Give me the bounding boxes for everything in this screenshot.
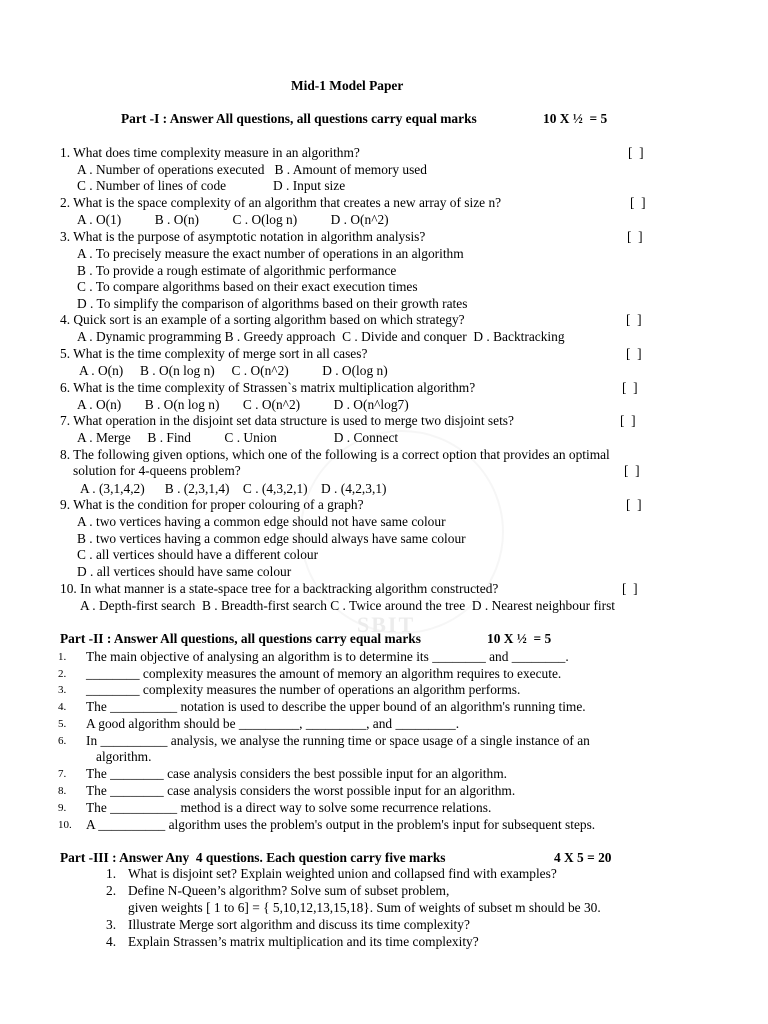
q7-options: A . Merge B . Find C . Union D . Connect [77, 430, 399, 445]
long-answer-question: Define N-Queen’s algorithm? Solve sum of subset problem, [128, 883, 450, 898]
answer-bracket: [ ] [620, 413, 636, 428]
long-answer-question-cont: given weights [ 1 to 6] = { 5,10,12,13,15,18}. Sum of weights of subset m should be 30. [128, 900, 601, 915]
item-number: 10. [58, 819, 72, 831]
part2-marks: 10 X ½ = 5 [487, 631, 552, 646]
q1-options: C . Number of lines of code D . Input size [77, 178, 346, 193]
question-9: 9. What is the condition for proper colouring of a graph? [60, 497, 364, 512]
answer-bracket: [ ] [627, 229, 643, 244]
fill-blank-item: The __________ method is a direct way to solve some recurrence relations. [86, 800, 492, 815]
answer-bracket: [ ] [626, 312, 642, 327]
q8-options: A . (3,1,4,2) B . (2,3,1,4) C . (4,3,2,1) D . (4,2,3,1) [80, 481, 387, 496]
watermark-text: SBIT [357, 612, 416, 637]
question-8-cont: solution for 4-queens problem? [73, 463, 241, 478]
q9-option-a: A . two vertices having a common edge should not have same colour [77, 514, 446, 529]
item-number: 3. [58, 684, 67, 696]
q1-options: A . Number of operations executed B . Amount of memory used [77, 162, 427, 177]
fill-blank-item: The __________ notation is used to describe the upper bound of an algorithm's running time. [86, 699, 586, 714]
answer-bracket: [ ] [624, 463, 640, 478]
fill-blank-item: The ________ case analysis considers the best possible input for an algorithm. [86, 766, 507, 781]
answer-bracket: [ ] [630, 195, 646, 210]
q6-options: A . O(n) B . O(n log n) C . O(n^2) D . O(n^log7) [77, 397, 409, 412]
item-number: 3. [106, 917, 117, 932]
item-number: 9. [58, 802, 67, 814]
item-number: 5. [58, 718, 67, 730]
question-10: 10. In what manner is a state-space tree for a backtracking algorithm constructed? [60, 581, 499, 596]
q3-option-d: D . To simplify the comparison of algorithms based on their growth rates [77, 296, 468, 311]
q5-options: A . O(n) B . O(n log n) C . O(n^2) D . O(log n) [79, 363, 388, 378]
question-1: 1. What does time complexity measure in an algorithm? [60, 145, 360, 160]
fill-blank-item: In __________ analysis, we analyse the running time or space usage of a single instance of an [86, 733, 590, 748]
fill-blank-item-cont: algorithm. [96, 749, 152, 764]
question-8: 8. The following given options, which one of the following is a correct option that provides an optimal [60, 447, 610, 462]
q3-option-a: A . To precisely measure the exact number of operations in an algorithm [77, 246, 464, 261]
item-number: 2. [106, 883, 117, 898]
item-number: 7. [58, 768, 67, 780]
answer-bracket: [ ] [626, 346, 642, 361]
q2-options: A . O(1) B . O(n) C . O(log n) D . O(n^2) [77, 212, 389, 227]
q3-option-b: B . To provide a rough estimate of algorithmic performance [77, 263, 397, 278]
question-7: 7. What operation in the disjoint set data structure is used to merge two disjoint sets? [60, 413, 514, 428]
answer-bracket: [ ] [628, 145, 644, 160]
item-number: 1. [58, 651, 67, 663]
page-title: Mid-1 Model Paper [291, 78, 404, 93]
question-3: 3. What is the purpose of asymptotic notation in algorithm analysis? [60, 229, 426, 244]
fill-blank-item: ________ complexity measures the number of operations an algorithm performs. [86, 682, 521, 697]
q3-option-c: C . To compare algorithms based on their exact execution times [77, 279, 418, 294]
answer-bracket: [ ] [622, 581, 638, 596]
fill-blank-item: A __________ algorithm uses the problem's output in the problem's input for subsequent steps. [86, 817, 596, 832]
answer-bracket: [ ] [626, 497, 642, 512]
part1-marks: 10 X ½ = 5 [543, 111, 608, 126]
fill-blank-item: ________ complexity measures the amount of memory an algorithm requires to execute. [86, 666, 562, 681]
part3-marks: 4 X 5 = 20 [554, 850, 612, 865]
item-number: 8. [58, 785, 67, 797]
question-4: 4. Quick sort is an example of a sorting algorithm based on which strategy? [60, 312, 465, 327]
q9-option-c: C . all vertices should have a different colour [77, 547, 319, 562]
fill-blank-item: A good algorithm should be _________, _________, and _________. [86, 716, 460, 731]
part2-heading: Part -II : Answer All questions, all questions carry equal marks [60, 631, 421, 646]
q10-options: A . Depth-first search B . Breadth-first search C . Twice around the tree D . Nearest neighbour first [80, 598, 616, 613]
fill-blank-item: The ________ case analysis considers the worst possible input for an algorithm. [86, 783, 516, 798]
question-5: 5. What is the time complexity of merge sort in all cases? [60, 346, 368, 361]
part1-heading: Part -I : Answer All questions, all questions carry equal marks [121, 111, 477, 126]
answer-bracket: [ ] [622, 380, 638, 395]
question-2: 2. What is the space complexity of an algorithm that creates a new array of size n? [60, 195, 502, 210]
item-number: 2. [58, 668, 67, 680]
fill-blank-item: The main objective of analysing an algorithm is to determine its ________ and ________. [86, 649, 569, 664]
item-number: 4. [58, 701, 67, 713]
item-number: 4. [106, 934, 117, 949]
part3-heading: Part -III : Answer Any 4 questions. Each question carry five marks [60, 850, 446, 865]
q4-options: A . Dynamic programming B . Greedy approach C . Divide and conquer D . Backtracking [77, 329, 565, 344]
long-answer-question: Illustrate Merge sort algorithm and discuss its time complexity? [128, 917, 470, 932]
item-number: 6. [58, 735, 67, 747]
long-answer-question: Explain Strassen’s matrix multiplication and its time complexity? [128, 934, 479, 949]
q9-option-b: B . two vertices having a common edge should always have same colour [77, 531, 466, 546]
item-number: 1. [106, 866, 117, 881]
question-6: 6. What is the time complexity of Strassen`s matrix multiplication algorithm? [60, 380, 476, 395]
long-answer-question: What is disjoint set? Explain weighted union and collapsed find with examples? [128, 866, 557, 881]
q9-option-d: D . all vertices should have same colour [77, 564, 292, 579]
